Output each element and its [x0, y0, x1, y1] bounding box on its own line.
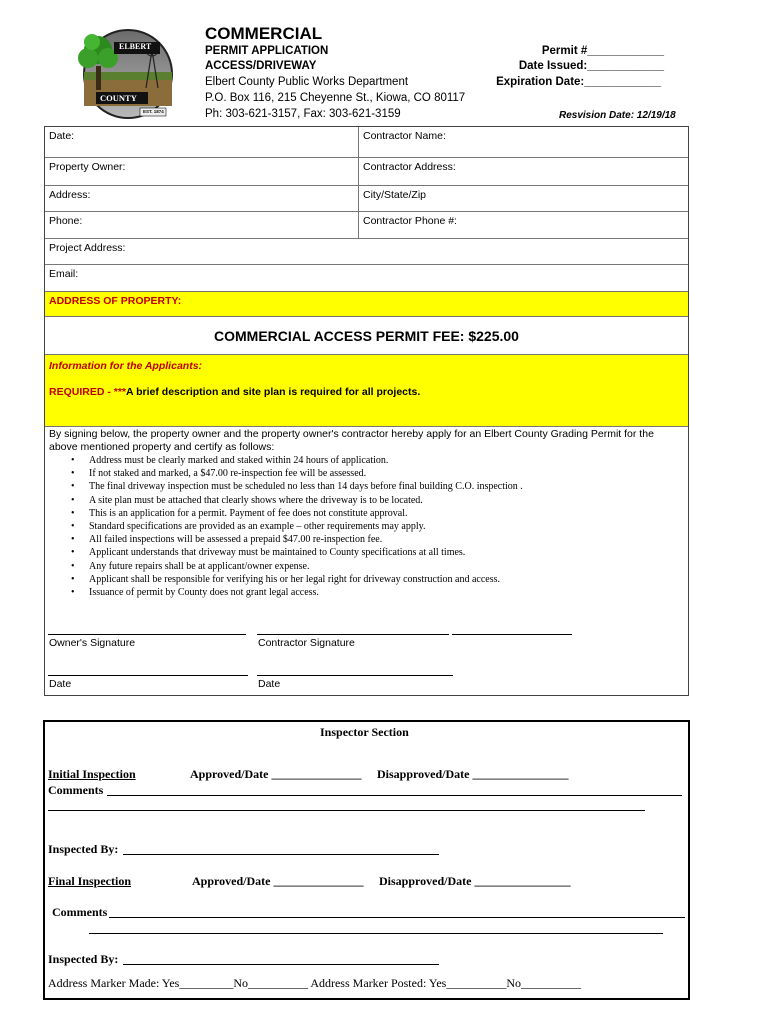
- application-form: [44, 126, 689, 696]
- required-note: [49, 386, 420, 398]
- contractor-date-line[interactable]: [257, 675, 453, 676]
- email-field[interactable]: Email:: [49, 268, 79, 280]
- expiration-date-field[interactable]: Expiration Date:____________: [496, 76, 661, 88]
- condition-item: • Applicant understands that driveway must be maintained to County specifications at all times.: [45, 546, 523, 559]
- condition-item: • Issuance of permit by County does not grant legal access.: [45, 586, 523, 599]
- logo-top-text: ELBERT: [119, 42, 152, 51]
- inspected-by-label-1: Inspected By:: [48, 842, 119, 856]
- form-row-phone: [45, 212, 688, 239]
- document-title: COMMERCIAL: [205, 24, 323, 43]
- address-of-property-field[interactable]: ADDRESS OF PROPERTY:: [49, 295, 182, 307]
- condition-item: • Address must be clearly marked and staked within 24 hours of application.: [45, 454, 523, 467]
- inspector-section-title: Inspector Section: [320, 725, 409, 739]
- phone-field[interactable]: Phone:: [49, 215, 83, 227]
- city-state-zip-field[interactable]: City/State/Zip: [358, 186, 690, 211]
- final-comments-label: Comments: [52, 905, 108, 919]
- initial-approved-date-field[interactable]: Approved/Date _______________: [190, 767, 362, 781]
- permit-number-field[interactable]: Permit #____________: [541, 45, 664, 57]
- inspected-by-label-2: Inspected By:: [48, 952, 119, 966]
- condition-item: • Any future repairs shall be at applicant/owner expense.: [45, 560, 523, 573]
- contractor-date-label: Date: [258, 678, 281, 690]
- condition-item: • All failed inspections will be assessed a prepaid $47.00 re-inspection fee.: [45, 533, 523, 546]
- condition-item: • This is an application for a permit. Payment of fee does not constitute approval.: [45, 507, 523, 520]
- applicant-info-box: [45, 355, 688, 427]
- inspected-by-line-1[interactable]: [123, 854, 439, 855]
- initial-disapproved-date-field[interactable]: Disapproved/Date ________________: [377, 767, 569, 781]
- required-prefix: REQUIRED - ***: [49, 386, 127, 398]
- form-row-address-of-property: [45, 292, 688, 317]
- form-row-address: [45, 186, 688, 212]
- logo-bottom-text: COUNTY: [100, 93, 137, 103]
- logo-est-text: EST. 1874: [143, 109, 164, 114]
- info-title: Information for the Applicants:: [49, 360, 203, 372]
- signing-statement: By signing below, the property owner and the property owner's contractor hereby apply for an Elbert County Grading Permit for the above mentioned property and certify as follows:: [49, 428, 654, 453]
- final-comments-line-2[interactable]: [89, 933, 663, 934]
- form-row-project-address: [45, 239, 688, 265]
- initial-comments-label: Comments: [48, 783, 104, 797]
- owner-date-line[interactable]: [48, 675, 248, 676]
- contractor-name-field[interactable]: Contractor Name:: [358, 127, 690, 157]
- form-row-fee: [45, 317, 688, 355]
- contractor-signature-label: Contractor Signature: [258, 637, 355, 649]
- header-address: P.O. Box 116, 215 Cheyenne St., Kiowa, CO 80117: [205, 92, 466, 104]
- contractor-signature-line[interactable]: [257, 634, 449, 635]
- address-field[interactable]: Address:: [49, 189, 91, 201]
- owner-signature-line[interactable]: [48, 634, 246, 635]
- initial-comments-line[interactable]: [107, 795, 682, 796]
- header-department: Elbert County Public Works Department: [205, 76, 409, 88]
- condition-item: • If not staked and marked, a $47.00 re-inspection fee will be assessed.: [45, 467, 523, 480]
- condition-item: • A site plan must be attached that clearly shows where the driveway is to be located.: [45, 494, 523, 507]
- header-access-driveway: ACCESS/DRIVEWAY: [205, 60, 317, 72]
- initial-comments-line-2[interactable]: [48, 810, 645, 811]
- contractor-phone-field[interactable]: Contractor Phone #:: [358, 212, 690, 238]
- final-comments-line[interactable]: [109, 917, 685, 918]
- date-field[interactable]: Date:: [49, 130, 75, 142]
- owner-date-label: Date: [49, 678, 72, 690]
- header-phone-fax: Ph: 303-621-3157, Fax: 303-621-3159: [205, 108, 401, 120]
- condition-item: • Standard specifications are provided as an example – other requirements may apply.: [45, 520, 523, 533]
- header-permit-application: PERMIT APPLICATION: [205, 45, 329, 57]
- owner-signature-label: Owner's Signature: [49, 637, 136, 649]
- final-approved-date-field[interactable]: Approved/Date _______________: [192, 874, 364, 888]
- condition-item: • The final driveway inspection must be scheduled no less than 14 days before final building C.O. inspection .: [45, 480, 523, 493]
- contractor-address-field[interactable]: Contractor Address:: [358, 158, 690, 185]
- revision-date: Resvision Date: 12/19/18: [559, 110, 676, 121]
- address-marker-fields[interactable]: Address Marker Made: Yes_________No__________ Address Marker Posted: Yes__________No__________: [48, 976, 581, 990]
- initial-inspection-label: Initial Inspection: [48, 767, 136, 781]
- conditions-list: [45, 454, 523, 599]
- county-logo: [66, 28, 180, 122]
- project-address-field[interactable]: Project Address:: [49, 242, 126, 254]
- required-text: A brief description and site plan is required for all projects.: [126, 386, 421, 398]
- inspector-section: [43, 720, 690, 1000]
- form-row-date: [45, 127, 688, 158]
- condition-item: • Applicant shall be responsible for verifying his or her legal right for driveway construction and access.: [45, 573, 523, 586]
- extra-signature-line[interactable]: [452, 634, 572, 635]
- date-issued-field[interactable]: Date Issued:____________: [518, 60, 664, 72]
- inspected-by-line-2[interactable]: [123, 964, 439, 965]
- final-disapproved-date-field[interactable]: Disapproved/Date ________________: [379, 874, 571, 888]
- final-inspection-label: Final Inspection: [48, 874, 132, 888]
- form-row-email: [45, 265, 688, 292]
- property-owner-field[interactable]: Property Owner:: [49, 161, 126, 173]
- permit-fee: COMMERCIAL ACCESS PERMIT FEE: $225.00: [214, 328, 519, 344]
- form-row-owner: [45, 158, 688, 186]
